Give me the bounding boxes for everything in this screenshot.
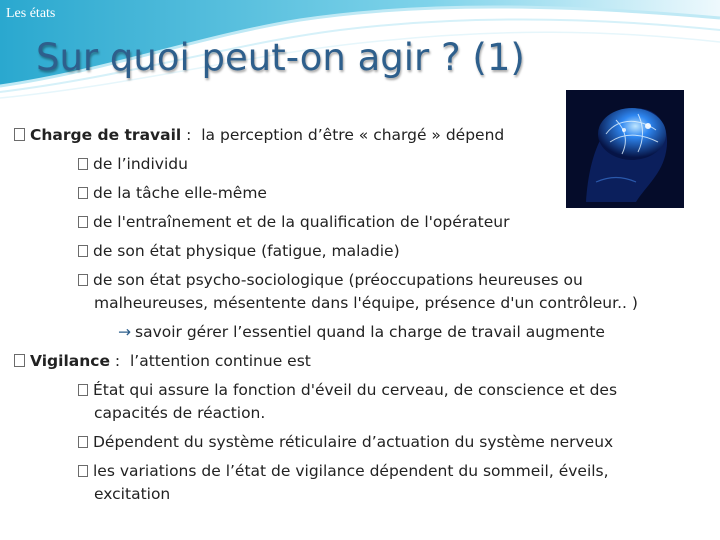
section-label: Les états	[6, 6, 56, 21]
bullet-box-icon	[78, 216, 88, 228]
list-item: de la tâche elle-même	[78, 184, 267, 202]
list-item: Dépendent du système réticulaire d’actuation du système nerveux	[78, 433, 613, 451]
bullet-box-icon	[78, 245, 88, 257]
bullet-box-icon	[14, 354, 25, 367]
list-item-continuation: excitation	[94, 485, 171, 503]
list-item: État qui assure la fonction d'éveil du cerveau, de conscience et des	[78, 381, 617, 399]
vigilance-heading: Vigilance : l’attention continue est	[14, 352, 311, 370]
slide-title: Sur quoi peut-on agir ? (1)	[36, 36, 525, 79]
bullet-box-icon	[78, 187, 88, 199]
vigilance-text: l’attention continue est	[129, 352, 311, 370]
list-item: de son état physique (fatigue, maladie)	[78, 242, 400, 260]
charge-text: la perception d’être « chargé » dépend	[201, 126, 505, 144]
list-item: de l'entraînement et de la qualification de l'opérateur	[78, 213, 509, 231]
list-item: les variations de l’état de vigilance dépendent du sommeil, éveils,	[78, 462, 609, 480]
bullet-box-icon	[14, 128, 25, 141]
charge-heading: Charge de travail : la perception d’être « chargé » dépend	[14, 126, 504, 144]
list-item: de l’individu	[78, 155, 188, 173]
vigilance-term: Vigilance	[30, 352, 110, 370]
bullet-box-icon	[78, 465, 88, 477]
arrow-right-icon: →	[118, 323, 131, 341]
bullet-box-icon	[78, 436, 88, 448]
charge-conclusion: → savoir gérer l’essentiel quand la charge de travail augmente	[118, 323, 605, 341]
list-item: de son état psycho-sociologique (préoccupations heureuses ou	[78, 271, 583, 289]
charge-term: Charge de travail	[30, 126, 182, 144]
bullet-box-icon	[78, 274, 88, 286]
list-item-continuation: malheureuses, mésentente dans l'équipe, présence d'un contrôleur.. )	[94, 294, 638, 312]
bullet-box-icon	[78, 384, 88, 396]
list-item-continuation: capacités de réaction.	[94, 404, 266, 422]
bullet-box-icon	[78, 158, 88, 170]
brain-illustration	[566, 90, 684, 208]
